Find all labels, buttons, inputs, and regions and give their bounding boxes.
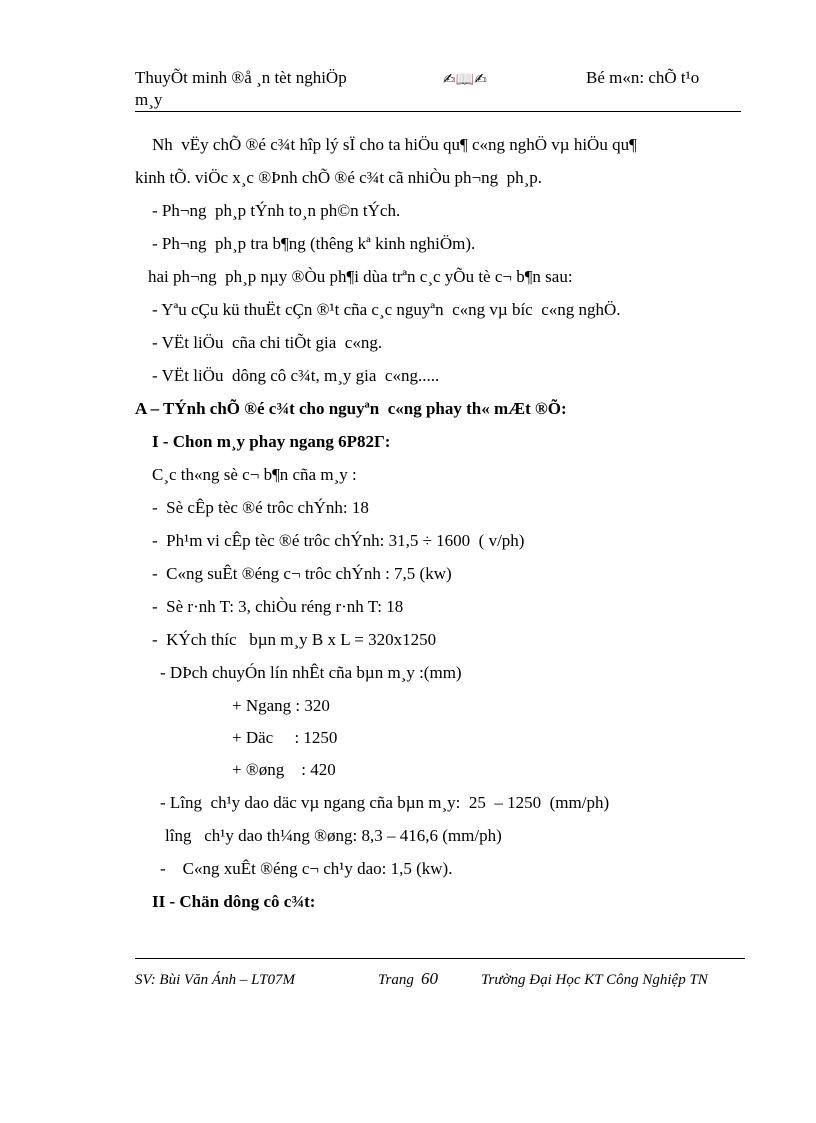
- footer-page-number: 60: [421, 969, 438, 988]
- spec-list-item: - Lîng ch¹y dao däc vµ ngang cña bµn m¸y: 25 – 1250 (mm/ph): [160, 793, 610, 812]
- body-paragraph-line: Nh vËy chÕ ®é c¾t hîp lý sÏ cho ta hiÖu qu¶ c«ng nghÖ vµ hiÖu qu¶: [152, 135, 637, 154]
- spec-list-item: - Sè cÊp tèc ®é trôc chÝnh: 18: [152, 498, 369, 517]
- header-ornament-icon: ✍📖✍: [443, 70, 487, 88]
- spec-list-item: - DÞch chuyÓn lín nhÊt cña bµn m¸y :(mm): [160, 663, 462, 682]
- section-heading-ii: II - Chän dông cô c¾t:: [152, 892, 316, 911]
- body-list-item: - Yªu cÇu kü thuËt cÇn ®¹t cña c¸c nguyªn c«ng vµ bíc c«ng nghÖ.: [152, 300, 621, 319]
- body-text-line: hai ph¬ng ph¸p nµy ®Òu ph¶i dùa trªn c¸c yÕu tè c¬ b¶n sau:: [148, 267, 573, 286]
- spec-sub-item: + Ngang : 320: [232, 696, 330, 715]
- section-heading-a: A – TÝnh chÕ ®é c¾t cho nguyªn c«ng phay th« mÆt ®Õ:: [135, 399, 567, 418]
- footer-school: Trường Đại Học KT Công Nghiệp TN: [481, 972, 708, 988]
- body-list-item: - Ph¬ng ph¸p tra b¶ng (thêng kª kinh nghiÖm).: [152, 234, 476, 253]
- header-department: Bé m«n: chÕ t¹o: [586, 68, 700, 87]
- body-list-item: - Ph¬ng ph¸p tÝnh to¸n ph©n tÝch.: [152, 201, 401, 220]
- spec-list-item: - Sè r·nh T: 3, chiÒu réng r·nh T: 18: [152, 597, 404, 616]
- spec-list-item: - C«ng suÊt ®éng c¬ trôc chÝnh : 7,5 (kw): [152, 564, 452, 583]
- header-rule: [135, 111, 741, 112]
- spec-list-item: - KÝch thíc bµn m¸y B x L = 320x1250: [152, 630, 437, 649]
- spec-list-item: lîng ch¹y dao th¼ng ®øng: 8,3 – 416,6 (mm/ph): [165, 826, 502, 845]
- footer-student: SV: Bùi Văn Ánh – LT07M: [135, 972, 295, 988]
- header-doc-title: ThuyÕt minh ®å ¸n tèt nghiÖp: [135, 68, 347, 87]
- spec-list-item: - C«ng xuÊt ®éng c¬ ch¹y dao: 1,5 (kw).: [160, 859, 453, 878]
- spec-list-item: - Ph¹m vi cÊp tèc ®é trôc chÝnh: 31,5 ÷ 1600 ( v/ph): [152, 531, 525, 550]
- spec-sub-item: + Däc : 1250: [232, 728, 338, 747]
- body-text-line: C¸c th«ng sè c¬ b¶n cña m¸y :: [152, 465, 357, 484]
- body-paragraph-line: kinh tÕ. viÖc x¸c ®Þnh chÕ ®é c¾t cã nhiÒu ph¬ng ph¸p.: [135, 168, 542, 187]
- footer-rule: [135, 958, 745, 959]
- header-doc-title-cont: m¸y: [135, 90, 163, 109]
- spec-sub-item: + ®øng : 420: [232, 760, 336, 779]
- body-list-item: - VËt liÖu cña chi tiÕt gia c«ng.: [152, 333, 383, 352]
- body-list-item: - VËt liÖu dông cô c¾t, m¸y gia c«ng.....: [152, 366, 440, 385]
- section-heading-i: I - Chon m¸y phay ngang 6P82Γ:: [152, 432, 391, 451]
- footer-page-label: Trang: [378, 972, 414, 988]
